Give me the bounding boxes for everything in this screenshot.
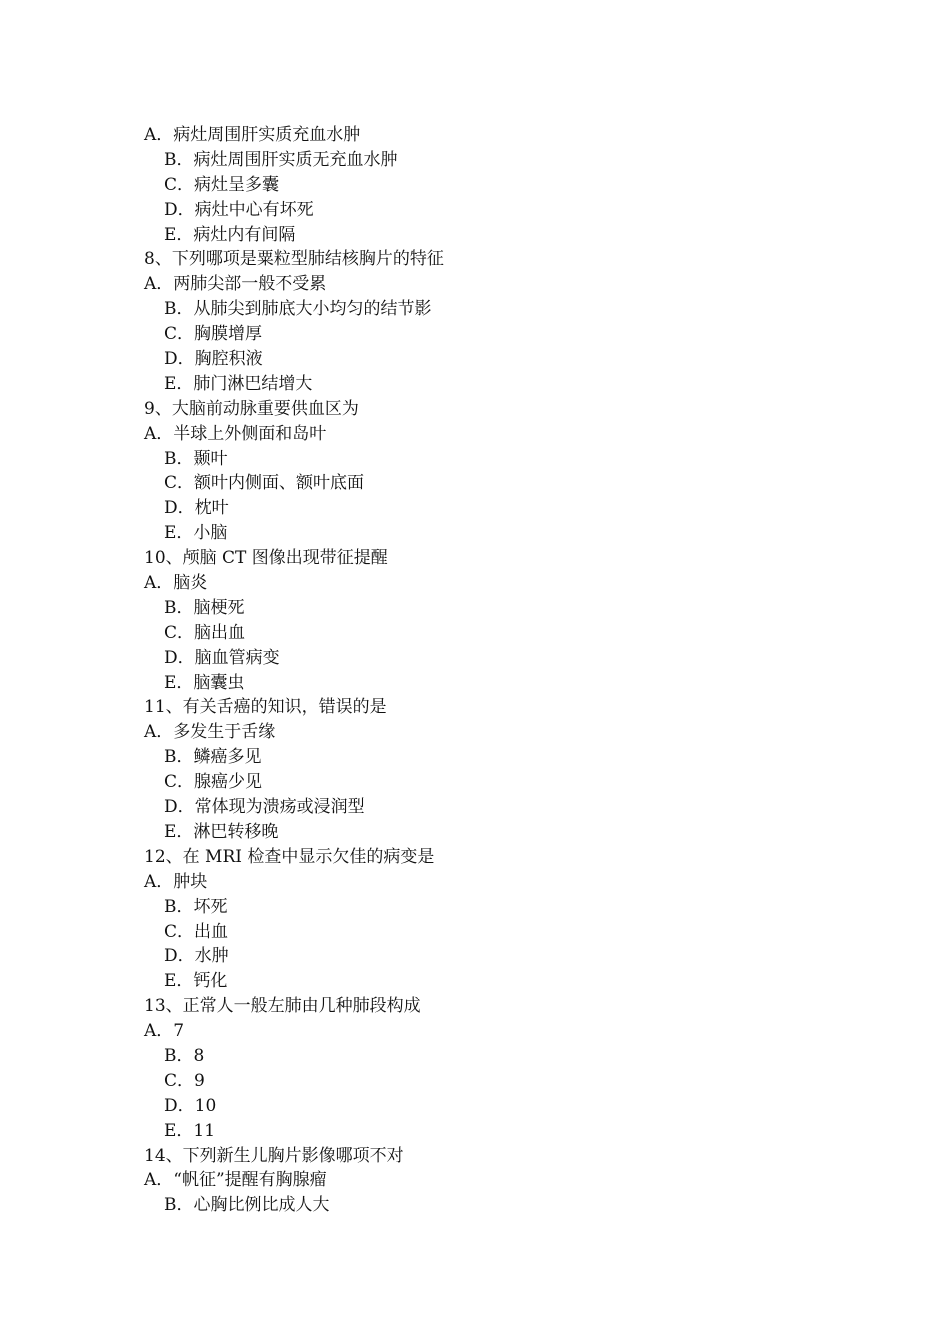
option-line: C．9 — [164, 1070, 205, 1091]
option-line-a: A．脑炎 — [144, 573, 208, 594]
question-stem: 10、颅脑 CT 图像出现带征提醒 — [144, 548, 388, 569]
option-line: C．脑出血 — [164, 622, 246, 643]
option-line: C．腺癌少见 — [164, 772, 263, 793]
option-line-a: A．两肺尖部一般不受累 — [144, 274, 327, 295]
option-line: B．病灶周围肝实质无充血水肿 — [164, 149, 398, 170]
option-line: D．常体现为溃疡或浸润型 — [164, 797, 365, 818]
option-line: E．病灶内有间隔 — [164, 224, 296, 245]
option-line: C．出血 — [164, 921, 229, 942]
question-stem: 12、在 MRI 检查中显示欠佳的病变是 — [144, 846, 435, 867]
option-line: D．10 — [164, 1095, 217, 1116]
option-line: B．坏死 — [164, 896, 228, 917]
option-line: E．钙化 — [164, 971, 228, 992]
option-line-a: A．病灶周围肝实质充血水肿 — [144, 125, 361, 145]
option-line: B．颞叶 — [164, 448, 228, 469]
option-line: B．从肺尖到肺底大小均匀的结节影 — [164, 299, 432, 320]
question-list — [144, 123, 804, 1218]
question-stem: 9、大脑前动脉重要供血区为 — [144, 398, 359, 419]
option-line: D．胸腔积液 — [164, 349, 263, 370]
option-line-a: A．“帆征”提醒有胸腺瘤 — [144, 1170, 327, 1191]
option-line: C．额叶内侧面、额叶底面 — [164, 473, 365, 494]
option-line: B．鳞癌多见 — [164, 747, 262, 768]
option-line-a: A．多发生于舌缘 — [144, 722, 276, 743]
option-line: B．8 — [164, 1045, 205, 1066]
option-line: B．心胸比例比成人大 — [164, 1195, 330, 1216]
option-line: D．枕叶 — [164, 498, 229, 519]
option-line: E．11 — [164, 1120, 216, 1141]
question-stem: 14、下列新生儿胸片影像哪项不对 — [144, 1145, 404, 1166]
option-line-a: A．7 — [144, 1021, 185, 1042]
option-line: E．肺门淋巴结增大 — [164, 373, 313, 394]
option-line-a: A．半球上外侧面和岛叶 — [144, 423, 327, 444]
option-line: D．脑血管病变 — [164, 647, 280, 668]
option-line-a: A．肿块 — [144, 871, 208, 892]
question-stem: 13、正常人一般左肺由几种肺段构成 — [144, 996, 421, 1017]
option-line: C．胸膜增厚 — [164, 324, 263, 345]
question-stem: 11、有关舌癌的知识，错误的是 — [144, 697, 387, 718]
option-line: D．病灶中心有坏死 — [164, 199, 314, 220]
option-line: B．脑梗死 — [164, 597, 245, 618]
option-line: E．脑囊虫 — [164, 672, 245, 693]
option-line: E．淋巴转移晚 — [164, 821, 279, 842]
option-line: E．小脑 — [164, 523, 228, 544]
option-line: D．水肿 — [164, 946, 229, 967]
question-stem: 8、下列哪项是粟粒型肺结核胸片的特征 — [144, 249, 444, 270]
option-line: C．病灶呈多囊 — [164, 174, 280, 195]
